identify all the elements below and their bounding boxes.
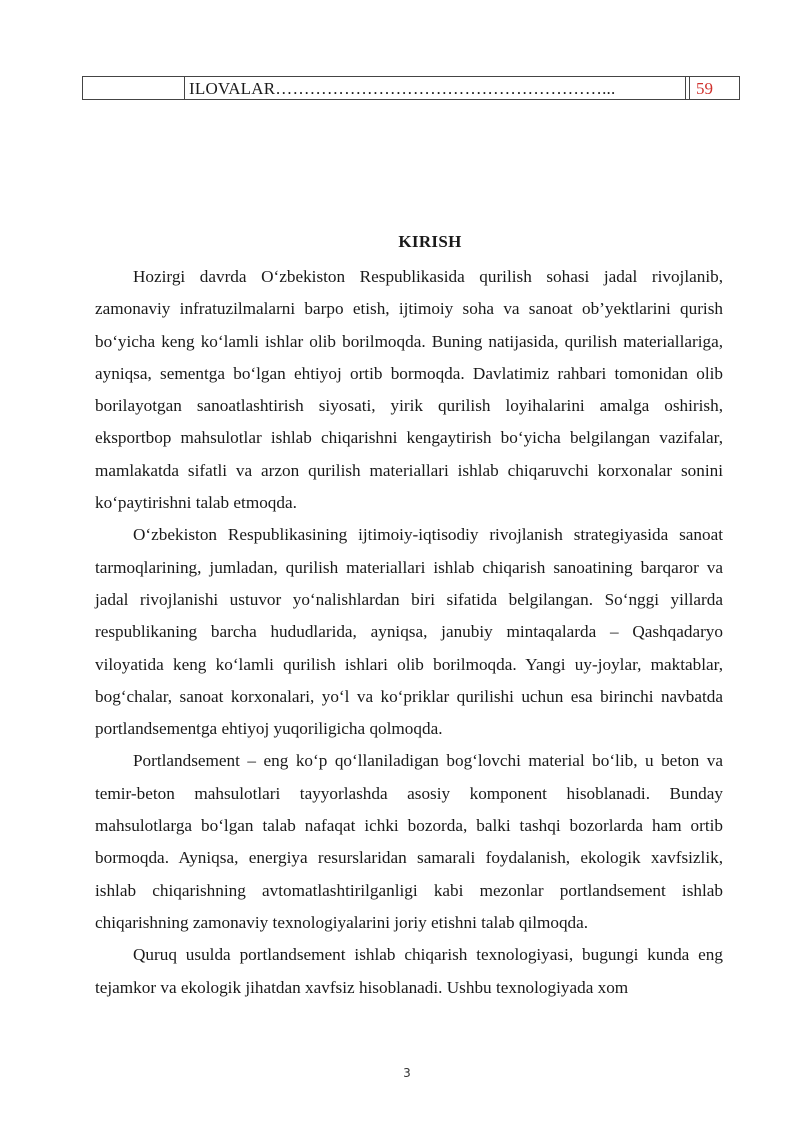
toc-empty-cell <box>83 77 185 99</box>
toc-entry-title: ILOVALAR…………………………………………………... <box>189 79 616 98</box>
paragraph: Quruq usulda portlandsement ishlab chiqarish texnologiyasi, bugungi kunda eng tejamkor va ekologik jihatdan xavfsiz hisoblanadi. Ushbu texnologiyada xom <box>95 945 723 997</box>
paragraph: O‘zbekiston Respublikasining ijtimoiy-iqtisodiy rivojlanish strategiyasida sanoat tarmoqlarining, jumladan, qurilish materiallari ishlab chiqarish sanoatining barqaror va jadal rivojlanishi ustuvor yo‘nalishlardan biri sifatida belgilangan. So‘nggi yillarda respublikaning barcha hududlarida, ayniqsa, janubiy mintaqalarda – Qashqadaryo viloyatida keng ko‘lamli qurilish ishlari olib borilmoqda. Yangi uy-joylar, maktablar, bog‘chalar, sanoat korxonalari, yo‘l va ko‘priklar qurilishi uchun esa birinchi navbatda portlandsementga ehtiyoj yuqoriligicha qolmoqda. <box>95 525 723 739</box>
page-number: 3 <box>403 1066 411 1080</box>
paragraph: Hozirgi davrda O‘zbekiston Respublikasida qurilish sohasi jadal rivojlanib, zamonaviy infratuzilmalarni barpo etish, ijtimoiy soha va sanoat ob’yektlarini qurish bo‘yicha keng ko‘lamli ishlar olib borilmoqda. Buning natijasida, qurilish materiallariga, ayniqsa, sementga bo‘lgan ehtiyoj ortib bormoqda. Davlatimiz rahbari tomonidan olib borilayotgan sanoatlashtirish siyosati, yirik qurilish loyihalarini amalga oshirish, eksportbop mahsulotlar ishlab chiqarishni kengaytirish bo‘yicha belgilangan vazifalar, mamlakatda sifatli va arzon qurilish materiallari ishlab chiqaruvchi korxonalar sonini ko‘paytirishni talab etmoqda. <box>95 267 723 513</box>
body-text <box>95 261 723 1004</box>
toc-table <box>82 76 740 100</box>
paragraph: Portlandsement – eng ko‘p qo‘llaniladigan bog‘lovchi material bo‘lib, u beton va temir-beton mahsulotlari tayyorlashda asosiy komponent hisoblanadi. Bunday mahsulotlarga bo‘lgan talab nafaqat ichki bozorda, balki tashqi bozorlarda ham ortib bormoqda. Ayniqsa, energiya resurslaridan samarali foydalanish, ekologik xavfsizlik, ishlab chiqarishning avtomatlashtirilganligi kabi mezonlar portlandsement ishlab chiqarishning zamonaviy texnologiyalarini joriy etishni talab qilmoqda. <box>95 751 723 932</box>
toc-entry-page: 59 <box>689 77 739 99</box>
section-heading: KIRISH <box>398 232 462 251</box>
